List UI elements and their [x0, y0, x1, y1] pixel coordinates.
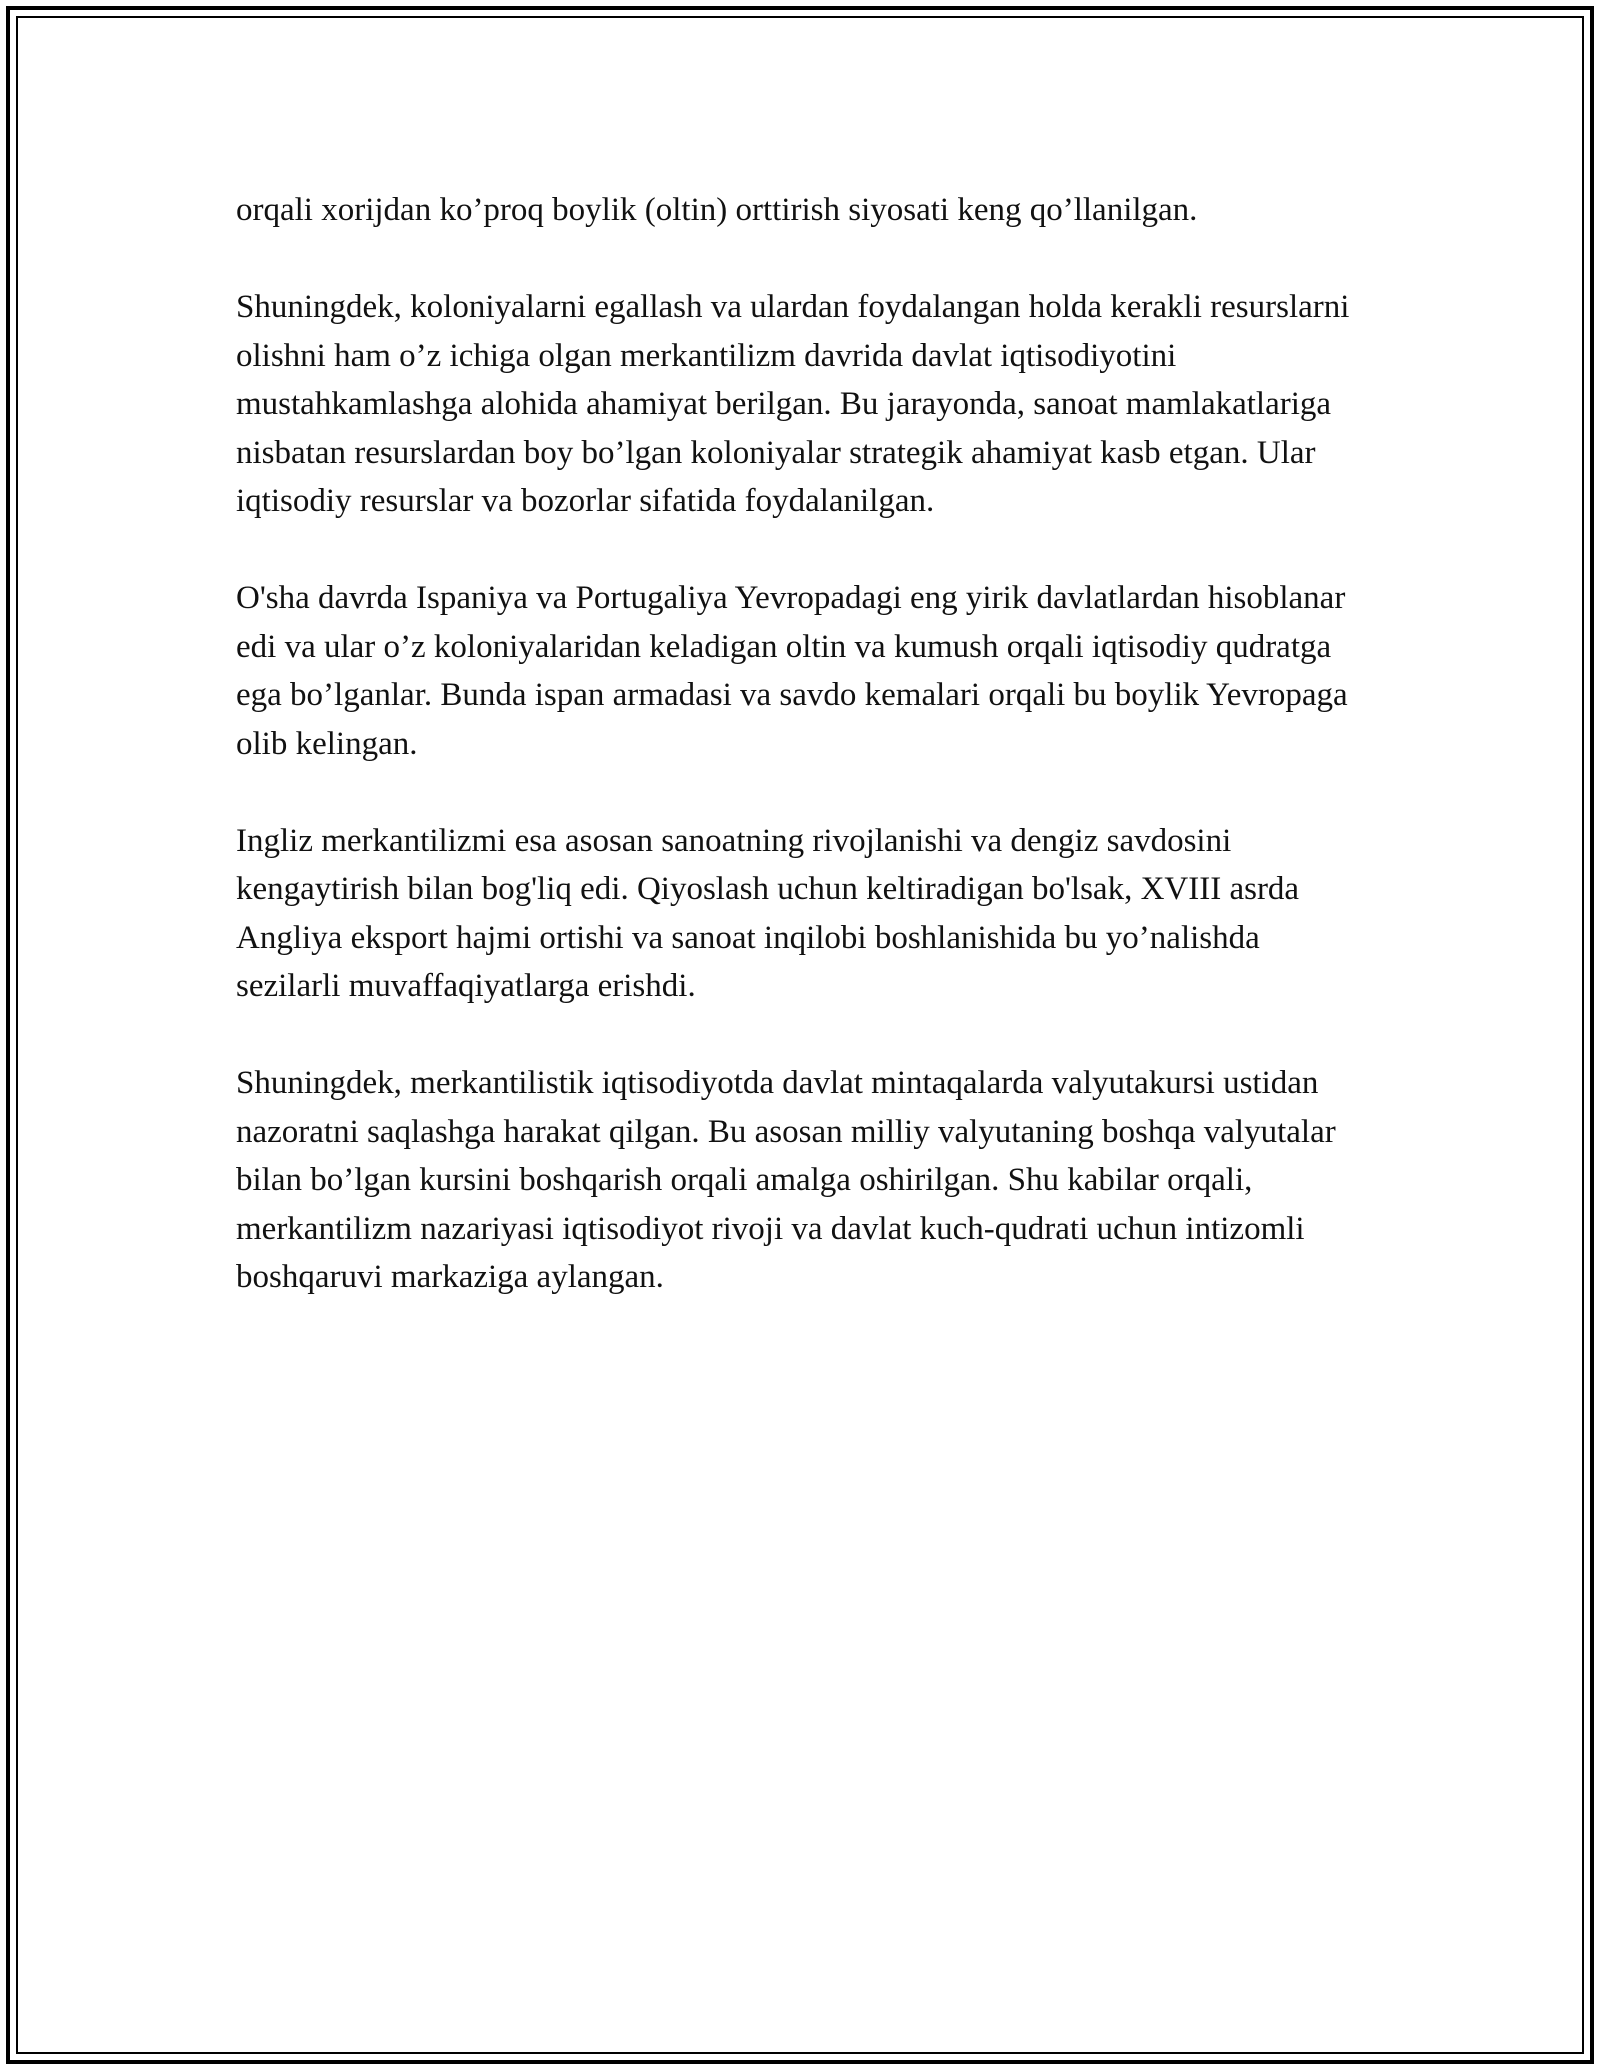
paragraph-2: Shuningdek, koloniyalarni egallash va ulardan foydalangan holda kerakli resurslarni olishni ham o’z ichiga olgan merkantilizm davrida davlat iqtisodiyotini mustahkamlashga alohida ahamiyat berilgan. Bu jarayonda, sanoat mamlakatlariga nisbatan resurslardan boy bo’lgan koloniyalar strategik ahamiyat kasb etgan. Ular iqtisodiy resurslar va bozorlar sifatida foydalanilgan.	[236, 289, 1350, 519]
paragraph-1: orqali xorijdan ko’proq boylik (oltin) orttirish siyosati keng qo’llanilgan.	[236, 192, 1198, 228]
paragraph-5: Shuningdek, merkantilistik iqtisodiyotda davlat mintaqalarda valyutakursi ustidan nazoratni saqlashga harakat qilgan. Bu asosan milliy valyutaning boshqa valyutalar bilan bo’lgan kursini boshqarish orqali amalga oshirilgan. Shu kabilar orqali, merkantilizm nazariyasi iqtisodiyot rivoji va davlat kuch-qudrati uchun intizomli boshqaruvi markaziga aylangan.	[236, 1065, 1336, 1295]
paragraph-3: O'sha davrda Ispaniya va Portugaliya Yevropadagi eng yirik davlatlardan hisoblanar edi va ular o’z koloniyalaridan keladigan oltin va kumush orqali iqtisodiy qudratga ega bo’lganlar. Bunda ispan armadasi va savdo kemalari orqali bu boylik Yevropaga olib kelingan.	[236, 580, 1348, 762]
paragraph-4: Ingliz merkantilizmi esa asosan sanoatning rivojlanishi va dengiz savdosini kengaytirish bilan bog'liq edi. Qiyoslash uchun keltiradigan bo'lsak, XVIII asrda Angliya eksport hajmi ortishi va sanoat inqilobi boshlanishida bu yo’nalishda sezilarli muvaffaqiyatlarga erishdi.	[236, 822, 1300, 1004]
document-body	[236, 186, 1366, 1350]
